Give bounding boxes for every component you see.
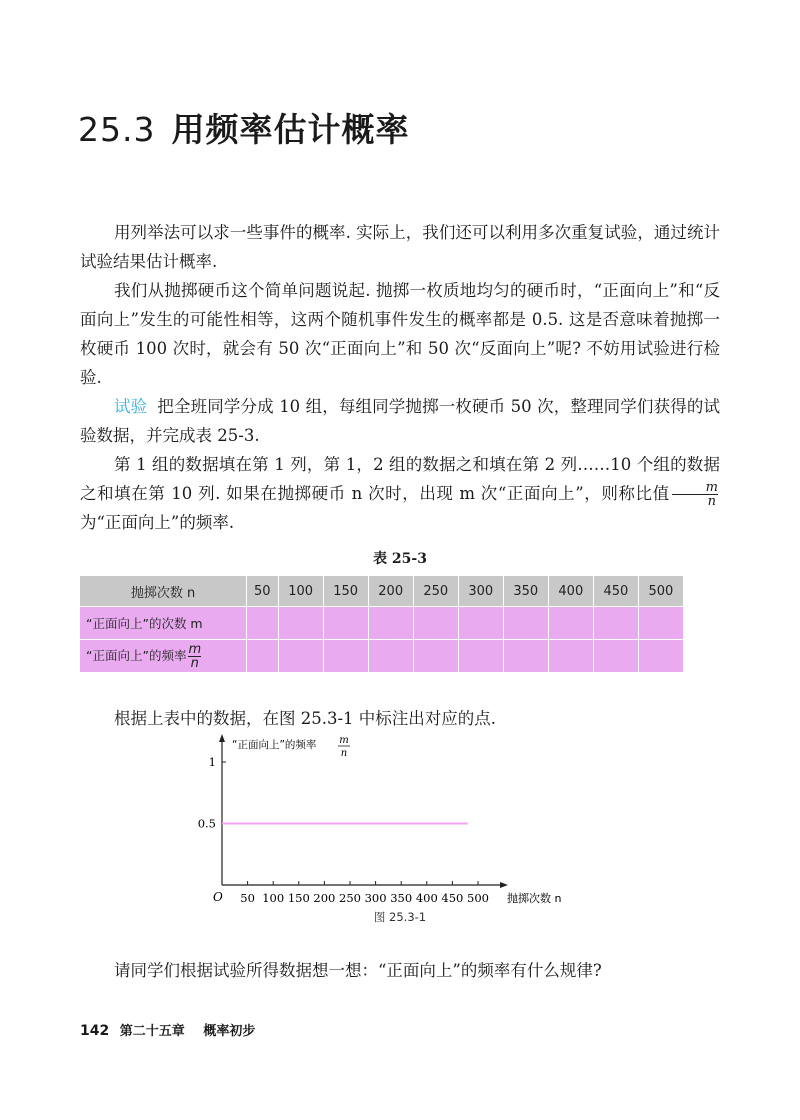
fraction-numerator: m [705, 480, 718, 495]
section-name: 概率初步 [203, 1024, 256, 1039]
x-tick-label: 250 [339, 891, 361, 905]
page-number: 142 [80, 1023, 110, 1039]
frequency-text-after: 为“正面向上”的频率. [80, 513, 235, 532]
origin-label: O [213, 890, 223, 904]
table-title: 表 25-3 [373, 551, 427, 567]
table-header-cell: 250 [413, 576, 458, 607]
chapter-name: 第二十五章 [119, 1024, 185, 1039]
y-tick-label: 1 [208, 755, 216, 769]
table-header-cell: 450 [593, 576, 638, 607]
table-header-cell: 150 [323, 576, 368, 607]
table-header-cell: 400 [548, 576, 593, 607]
section-heading-text: 用频率估计概率 [171, 110, 410, 149]
table-header-cell: 500 [638, 576, 683, 607]
y-label-fraction-denominator: n [340, 748, 348, 759]
x-tick-label: 200 [313, 891, 336, 905]
table-header-label: 抛掷次数 n [80, 576, 247, 607]
fraction-denominator: n [672, 494, 718, 508]
x-tick-label: 350 [390, 891, 413, 905]
row-label-frequency-text: “正面向上”的频率 [86, 647, 187, 663]
page-footer [80, 1020, 255, 1039]
y-label-fraction-numerator: m [339, 735, 349, 746]
experiment-label: 试验 [114, 397, 148, 416]
table-header-cell: 50 [247, 576, 279, 607]
experiment-text: 把全班同学分成 10 组，每组同学抛掷一枚硬币 50 次，整理同学们获得的试验数据，并完成表 25-3. [80, 397, 720, 445]
y-axis-label: “正面向上”的频率 [232, 739, 317, 751]
x-tick-label: 100 [262, 891, 285, 905]
x-tick-label: 150 [287, 891, 310, 905]
x-tick-label: 50 [240, 891, 255, 905]
question-paragraph: 请同学们根据试验所得数据想一想：“正面向上”的频率有什么规律? [114, 961, 602, 980]
row-label-count: “正面向上”的次数 m [80, 607, 247, 640]
fraction-denominator: n [188, 656, 201, 670]
y-axis-arrow-icon [219, 734, 225, 742]
section-number: 25.3 [78, 110, 156, 149]
table-header-cell: 350 [503, 576, 548, 607]
x-axis-label: 抛掷次数 n [507, 892, 562, 905]
paragraph-after-table: 根据上表中的数据，在图 25.3-1 中标注出对应的点. [114, 709, 497, 728]
x-tick-label: 500 [467, 891, 489, 905]
figure-caption: 图 25.3-1 [373, 910, 427, 924]
paragraph-intro: 用列举法可以求一些事件的概率. 实际上，我们还可以利用多次重复试验，通过统计试验结果估计概率. [80, 223, 720, 271]
table-header-cell: 200 [368, 576, 413, 607]
table-header-cell: 100 [278, 576, 323, 607]
paragraph-coin: 我们从抛掷硬币这个简单问题说起. 抛掷一枚质地均匀的硬币时，“正面向上”和“反面向上”发生的可能性相等，这两个随机事件发生的概率都是 0.5. 这是否意味着抛掷一枚硬币 100 次时，就会有 50 次“正面向上”和 50 次“反面向上”呢? 不妨用试验进行检验. [80, 281, 720, 387]
x-axis-arrow-icon [500, 882, 508, 888]
frequency-text-before: 第 1 组的数据填在第 1 列，第 1，2 组的数据之和填在第 2 列……10 个组的数据之和填在第 10 列. 如果在抛掷硬币 n 次时，出现 m 次“正面向上”，则称比值 [80, 455, 720, 503]
x-tick-label: 400 [415, 891, 438, 905]
table-header-cell: 300 [458, 576, 503, 607]
x-tick-label: 300 [364, 891, 387, 905]
y-tick-label: 0.5 [197, 816, 216, 831]
x-tick-label: 450 [441, 891, 464, 905]
fraction-numerator: m [188, 641, 202, 657]
